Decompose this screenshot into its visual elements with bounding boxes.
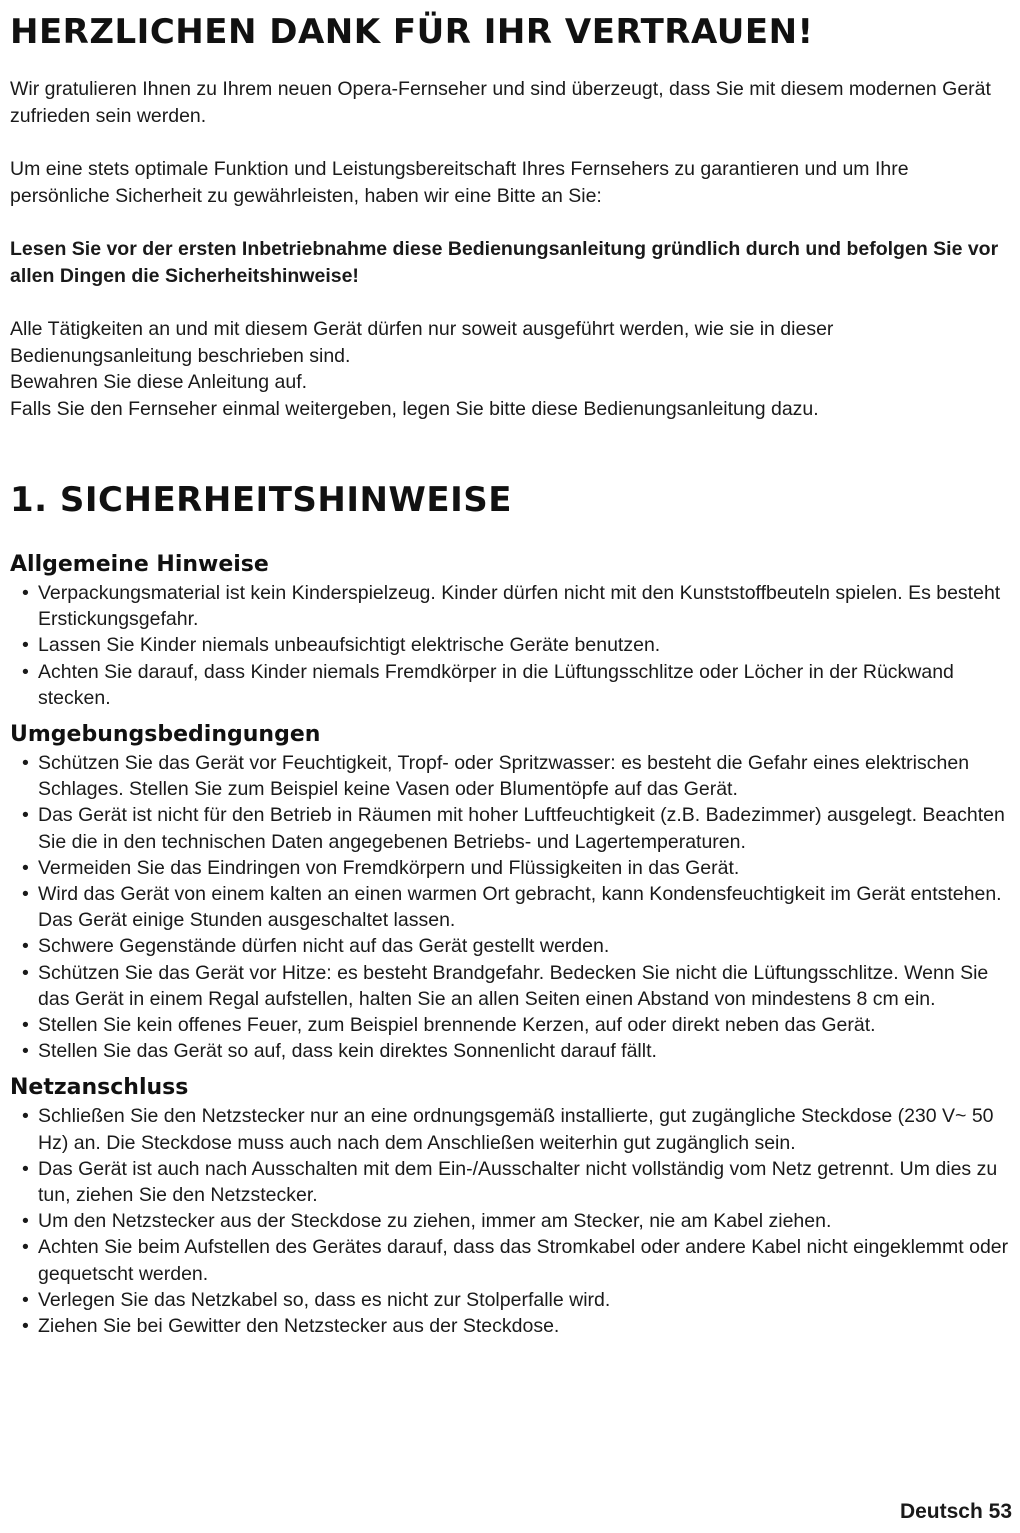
intro-paragraph-request: Um eine stets optimale Funktion und Leistungsbereitschaft Ihres Fernsehers zu garantieren und um Ihre persönliche Sicherheit zu gewährleisten, haben wir eine Bitte an Sie: bbox=[10, 158, 909, 207]
list-item: • Schützen Sie das Gerät vor Hitze: es besteht Brandgefahr. Bedecken Sie nicht die Lüftungsschlitze. Wenn Sie das Gerät in einem Regal aufstellen, halten Sie an allen Seiten einen Abstand von mindestens 8 cm ein. bbox=[10, 960, 1010, 1012]
bullet-list bbox=[10, 750, 1010, 1064]
section-environment bbox=[10, 720, 1010, 1064]
list-item: • Achten Sie beim Aufstellen des Gerätes darauf, dass das Stromkabel oder andere Kabel nicht eingeklemmt oder gequetscht werden. bbox=[10, 1234, 1010, 1286]
page-number: Deutsch 53 bbox=[899, 1500, 1012, 1523]
list-item: • Schwere Gegenstände dürfen nicht auf das Gerät gestellt werden. bbox=[10, 933, 1010, 959]
list-item: • Stellen Sie das Gerät so auf, dass kein direktes Sonnenlicht darauf fällt. bbox=[10, 1038, 1010, 1064]
chapter-heading: 1. SICHERHEITSHINWEISE bbox=[10, 480, 513, 520]
page-heading: HERZLICHEN DANK FÜR IHR VERTRAUEN! bbox=[10, 12, 814, 52]
intro-paragraph-activities: Alle Tätigkeiten an und mit diesem Gerät dürfen nur soweit ausgeführt werden, wie sie in dieser Bedienungsanleitung beschrieben sind. bbox=[10, 318, 834, 367]
list-item: • Das Gerät ist auch nach Ausschalten mit dem Ein-/Ausschalter nicht vollständig vom Netz getrennt. Um dies zu tun, ziehen Sie den Netzstecker. bbox=[10, 1156, 1010, 1208]
section-title: Allgemeine Hinweise bbox=[10, 552, 269, 577]
list-item: • Schließen Sie den Netzstecker nur an eine ordnungsgemäß installierte, gut zugängliche Steckdose (230 V~ 50 Hz) an. Die Steckdose muss auch nach dem Anschließen weiterhin gut zugänglich sein. bbox=[10, 1103, 1010, 1155]
list-item: • Ziehen Sie bei Gewitter den Netzstecker aus der Steckdose. bbox=[10, 1313, 1010, 1339]
list-item: • Lassen Sie Kinder niemals unbeaufsichtigt elektrische Geräte benutzen. bbox=[10, 632, 1010, 658]
list-item: • Verlegen Sie das Netzkabel so, dass es nicht zur Stolperfalle wird. bbox=[10, 1287, 1010, 1313]
intro-text bbox=[10, 76, 1010, 422]
section-title: Umgebungsbedingungen bbox=[10, 722, 321, 748]
section-title: Netzanschluss bbox=[10, 1075, 189, 1101]
intro-paragraph-pass-on: Falls Sie den Fernseher einmal weitergeben, legen Sie bitte diese Bedienungsanleitung dazu. bbox=[10, 397, 819, 420]
bullet-list bbox=[10, 1103, 1010, 1339]
list-item: • Stellen Sie kein offenes Feuer, zum Beispiel brennende Kerzen, auf oder direkt neben das Gerät. bbox=[10, 1012, 1010, 1038]
section-general bbox=[10, 550, 1010, 711]
list-item: • Um den Netzstecker aus der Steckdose zu ziehen, immer am Stecker, nie am Kabel ziehen. bbox=[10, 1208, 1010, 1234]
bullet-list bbox=[10, 580, 1010, 711]
list-item: • Achten Sie darauf, dass Kinder niemals Fremdkörper in die Lüftungsschlitze oder Löcher in der Rückwand stecken. bbox=[10, 659, 1010, 711]
list-item: • Schützen Sie das Gerät vor Feuchtigkeit, Tropf- oder Spritzwasser: es besteht die Gefahr eines elektrischen Schlages. Stellen Sie zum Beispiel keine Vasen oder Blumentöpfe auf das Gerät. bbox=[10, 750, 1010, 802]
intro-paragraph-congrats: Wir gratulieren Ihnen zu Ihrem neuen Opera-Fernseher und sind überzeugt, dass Sie mit diesem modernen Gerät zufrieden sein werden. bbox=[10, 78, 991, 127]
list-item: • Wird das Gerät von einem kalten an einen warmen Ort gebracht, kann Kondensfeuchtigkeit im Gerät entstehen. Das Gerät einige Stunden ausgeschaltet lassen. bbox=[10, 881, 1010, 933]
section-power bbox=[10, 1073, 1010, 1339]
list-item: • Verpackungsmaterial ist kein Kinderspielzeug. Kinder dürfen nicht mit den Kunststoffbeuteln spielen. Es besteht Erstickungsgefahr. bbox=[10, 580, 1010, 632]
list-item: • Vermeiden Sie das Eindringen von Fremdkörpern und Flüssigkeiten in das Gerät. bbox=[10, 855, 1010, 881]
list-item: • Das Gerät ist nicht für den Betrieb in Räumen mit hoher Luftfeuchtigkeit (z.B. Badezimmer) ausgelegt. Beachten Sie die in den technischen Daten angegebenen Betriebs- und Lagertemperaturen. bbox=[10, 802, 1010, 854]
safety-sections bbox=[10, 550, 1010, 1348]
intro-paragraph-keep: Bewahren Sie diese Anleitung auf. bbox=[10, 371, 308, 393]
intro-paragraph-read-warning: Lesen Sie vor der ersten Inbetriebnahme diese Bedienungsanleitung gründlich durch und befolgen Sie vor allen Dingen die Sicherheitshinweise! bbox=[10, 238, 999, 287]
